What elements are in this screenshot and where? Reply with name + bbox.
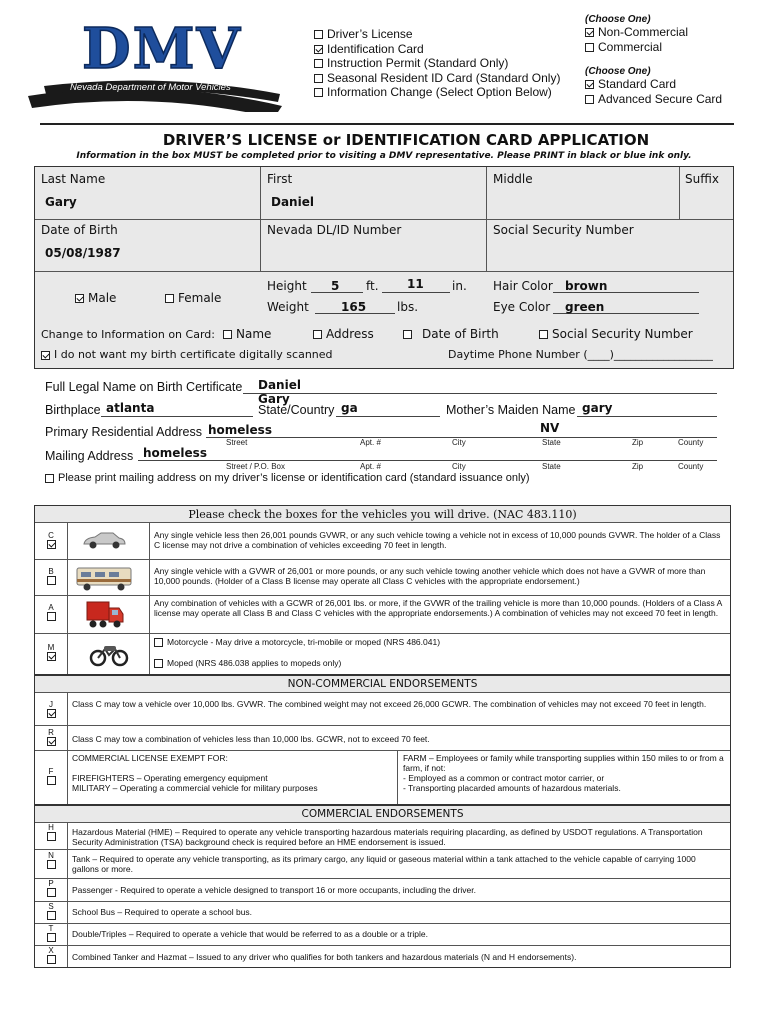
checkbox[interactable] [47,955,56,964]
motorcycle-icon [89,639,129,672]
state-country-value[interactable]: ga [341,401,358,415]
checkbox[interactable] [539,330,548,339]
first-name-value[interactable]: Daniel [271,195,314,209]
dob-label: Date of Birth [41,223,118,237]
checkbox[interactable] [314,30,323,39]
divider [679,167,680,219]
addr-sub-apt: Apt. # [360,438,381,447]
change-ssn-option[interactable]: Social Security Number [539,327,693,341]
addr-sub-zip: Zip [632,462,644,471]
endorsement-f-code: F [35,767,67,785]
option-advanced-secure-card[interactable]: Advanced Secure Card [585,92,722,107]
checkbox[interactable] [47,888,56,897]
hair-color-value[interactable]: brown [565,279,608,293]
endorsement-n-description: Tank – Required to operate any vehicle transporting, as its primary cargo, any liquid or gaseous material within a tank attached to the vehicle capable of carrying 1000 gallons or more. [72,854,696,874]
height-in-line [382,292,450,293]
choose-one-heading: (Choose One) [585,14,651,25]
checkbox[interactable] [314,88,323,97]
mailing-line [138,460,717,461]
ssn-label: Social Security Number [493,223,634,237]
legal-name-label: Full Legal Name on Birth Certificate [45,380,243,394]
noncommercial-table [34,675,731,805]
endorsement-s-code: S [45,902,57,920]
divider [35,750,730,751]
endorsement-n-code: N [45,851,57,869]
birthplace-line [101,416,253,417]
height-in-value[interactable]: 11 [407,277,424,291]
weight-label: Weight [267,300,309,314]
card-choice [585,66,722,106]
height-label: Height [267,279,307,293]
choose-one-heading: (Choose One) [585,66,651,77]
checkbox[interactable] [165,294,174,303]
checkbox[interactable] [45,474,54,483]
mailing-address-value[interactable]: homeless [143,446,207,460]
checkbox[interactable] [41,351,50,360]
endorsement-h-code: H [45,823,57,841]
divider [35,923,730,924]
class-a-code: A [35,603,67,621]
legal-name-value[interactable]: Daniel Gary [258,378,301,406]
endorsement-r-code: R [35,728,67,746]
divider [35,901,730,902]
residential-address-value[interactable]: homeless [208,423,272,437]
maiden-line [577,416,717,417]
vehicles-heading: Please check the boxes for the vehicles you will drive. (NAC 483.110) [35,506,730,523]
ft-label: ft. [366,279,379,293]
divider [67,523,68,674]
maiden-name-value[interactable]: gary [582,401,613,415]
eye-color-label: Eye Color [493,300,551,314]
checkbox[interactable] [585,43,594,52]
divider [35,559,730,560]
checkbox[interactable] [585,28,594,37]
class-a-description: Any combination of vehicles with a GCWR of 26,001 lbs. or more, if the GVWR of the trailing vehicle is more than 10,000 pounds. (Holders of a Class A license may operate all Class B and Class C vehicles with the appropriate endorsements.) A combination of vehicles may not exceed 70 feet in length. [154,598,722,618]
divider [67,693,68,804]
option-drivers-license[interactable]: Driver’s License [314,27,560,42]
checkbox[interactable] [314,74,323,83]
checkbox[interactable] [47,540,56,549]
endorsement-p-description: Passenger - Required to operate a vehicle designed to transport 16 or more occupants, including the driver. [72,885,476,895]
height-ft-value[interactable]: 5 [331,279,340,293]
hair-color-label: Hair Color [493,279,553,293]
residential-state-value[interactable]: NV [540,421,560,435]
checkbox[interactable] [154,638,163,647]
option-non-commercial[interactable]: Non-Commercial [585,25,688,40]
motorcycle-option[interactable]: Motorcycle - May drive a motorcycle, tri-mobile or moped (NRS 486.041) [154,637,440,647]
checkbox[interactable] [403,330,412,339]
addr-sub-county: County [678,462,704,471]
divider [486,167,487,271]
noncommercial-heading: NON-COMMERCIAL ENDORSEMENTS [35,676,730,693]
endorsement-f-farm: FARM – Employees or family while transporting supplies within 150 miles to or from a farm, if not: - Employed as a common or contract motor carrier, or - Transporting placarded amounts of hazardous materials. [403,753,724,793]
class-b-code: B [35,567,67,585]
addr-sub-street: Street / P.O. Box [226,462,285,471]
header-rule [40,123,734,125]
divider [35,595,730,596]
card-type-options [314,27,560,100]
residential-address-label: Primary Residential Address [45,425,203,439]
divider [35,219,733,220]
birthplace-value[interactable]: atlanta [106,401,155,415]
divider [35,271,733,272]
class-c-description: Any single vehicle less then 26,001 pounds GVWR, or any such vehicle towing a vehicle not in excess of 10,000 pounds GVWR. The holder of a Class C license may not drive a combination of vehicles exceeding 70 feet in length. [154,530,721,550]
class-b-description: Any single vehicle with a GVWR of 26,001 or more pounds, or any such vehicle towing another vehicle which does not have a GVWR of more than 10,000 pounds. (Holder of a Class B license may operate all Class C vehicles with the appropriate endorsement.) [154,566,706,586]
checkbox[interactable] [585,80,594,89]
checkbox[interactable] [47,576,56,585]
commercial-choice [585,14,688,54]
maiden-name-label: Mother’s Maiden Name [446,403,576,417]
female-option[interactable]: Female [165,291,221,305]
lbs-label: lbs. [397,300,419,314]
change-address-option[interactable]: Address [313,327,374,341]
endorsement-p-code: P [45,879,57,897]
state-line [336,416,440,417]
option-information-change[interactable]: Information Change (Select Option Below) [314,85,560,100]
moped-option[interactable]: Moped (NRS 486.038 applies to mopeds only) [154,658,341,668]
checkbox[interactable] [223,330,232,339]
option-commercial[interactable]: Commercial [585,40,688,55]
endorsement-j-description: Class C may tow a vehicle over 10,000 lbs. GVWR. The combined weight may not exceed 26,000 GCWR. The combination of vehicles may not exceed 70 feet in length. [72,699,707,709]
vehicles-table [34,505,731,675]
checkbox[interactable] [47,933,56,942]
checkbox[interactable] [47,860,56,869]
endorsement-j-code: J [35,700,67,718]
dmv-logo [24,16,286,112]
truck-icon [83,598,127,635]
endorsement-h-description: Hazardous Material (HME) – Required to operate any vehicle transporting hazardous materials requiring placarding, as defined by USDOT regulations. A Transportation Security Administration (TSA) background check is required before an HME endorsement is issued. [72,827,703,847]
middle-name-label: Middle [493,172,533,186]
weight-value[interactable]: 165 [341,300,367,314]
checkbox[interactable] [47,832,56,841]
state-country-label: State/Country [258,403,335,417]
class-c-code: C [35,531,67,549]
checkbox[interactable] [47,776,56,785]
birth-cert-option[interactable]: I do not want my birth certificate digitally scanned [41,348,333,361]
change-info-label: Change to Information on Card: [41,328,215,341]
addr-sub-street: Street [226,438,248,447]
change-dob-option[interactable]: Date of Birth [403,327,499,341]
dob-value[interactable]: 05/08/1987 [45,246,121,260]
checkbox[interactable] [314,45,323,54]
endorsement-t-code: T [45,924,57,942]
endorsement-t-description: Double/Triples – Required to operate a vehicle that would be referred to as a double or a triple. [72,929,428,939]
class-m-code: M [35,643,67,661]
daytime-phone-label[interactable]: Daytime Phone Number (____)__________________ [448,348,713,361]
addr-sub-zip: Zip [632,438,644,447]
divider [35,633,730,634]
option-identification-card[interactable]: Identification Card [314,42,560,57]
option-instruction-permit[interactable]: Instruction Permit (Standard Only) [314,56,560,71]
divider [397,750,398,804]
addr-sub-city: City [452,462,466,471]
endorsement-r-description: Class C may tow a combination of vehicles less than 10,000 lbs. GCWR, not to exceed 70 feet. [72,734,430,744]
mailing-address-label: Mailing Address [45,449,134,463]
checkbox[interactable] [47,911,56,920]
endorsement-x-code: X [45,946,57,964]
divider [35,725,730,726]
checkbox[interactable] [585,95,594,104]
dl-number-label: Nevada DL/ID Number [267,223,402,237]
logo-subtitle: Nevada Department of Motor Vehicles [70,82,231,93]
male-option[interactable]: Male [75,291,116,305]
divider [35,878,730,879]
addr-sub-state: State [542,462,561,471]
endorsement-s-description: School Bus – Required to operate a school bus. [72,907,253,917]
legal-name-line [243,393,717,394]
divider [149,523,150,674]
divider [260,167,261,271]
checkbox[interactable] [314,59,323,68]
checkbox[interactable] [75,294,84,303]
in-label: in. [452,279,467,293]
endorsement-x-description: Combined Tanker and Hazmat – Issued to any driver who qualifies for both tankers and hazardous materials (N and H endorsements). [72,952,577,962]
car-icon [81,530,127,555]
divider [35,849,730,850]
print-mailing-option[interactable]: Please print mailing address on my driver’s license or identification card (standard issuance only) [45,472,530,484]
last-name-label: Last Name [41,172,106,186]
form-instruction: Information in the box MUST be completed prior to visiting a DMV representative. Please PRINT in black or blue ink only. [76,151,692,161]
addr-sub-county: County [678,438,704,447]
endorsement-f-exempt: COMMERCIAL LICENSE EXEMPT FOR: FIREFIGHTERS – Operating emergency equipment MILITARY – Operating a commercial vehicle for military purposes [72,753,318,793]
addr-sub-state: State [542,438,561,447]
personal-info-box [34,166,734,369]
option-seasonal-resident[interactable]: Seasonal Resident ID Card (Standard Only) [314,71,560,86]
divider [35,945,730,946]
birthplace-label: Birthplace [45,403,101,417]
first-name-label: First [267,172,293,186]
commercial-table [34,805,731,968]
checkbox[interactable] [47,612,56,621]
checkbox[interactable] [47,737,56,746]
addr-sub-apt: Apt. # [360,462,381,471]
commercial-heading: COMMERCIAL ENDORSEMENTS [35,806,730,823]
checkbox[interactable] [47,709,56,718]
last-name-value[interactable]: Gary [45,195,77,209]
logo-text: DMV [82,16,242,82]
checkbox[interactable] [47,652,56,661]
change-name-option[interactable]: Name [223,327,271,341]
checkbox[interactable] [313,330,322,339]
eye-color-value[interactable]: green [565,300,605,314]
option-standard-card[interactable]: Standard Card [585,77,722,92]
rv-icon [75,564,135,597]
suffix-label: Suffix [685,172,719,186]
form-title: DRIVER’S LICENSE or IDENTIFICATION CARD APPLICATION [162,131,650,149]
checkbox[interactable] [154,659,163,668]
addr-sub-city: City [452,438,466,447]
